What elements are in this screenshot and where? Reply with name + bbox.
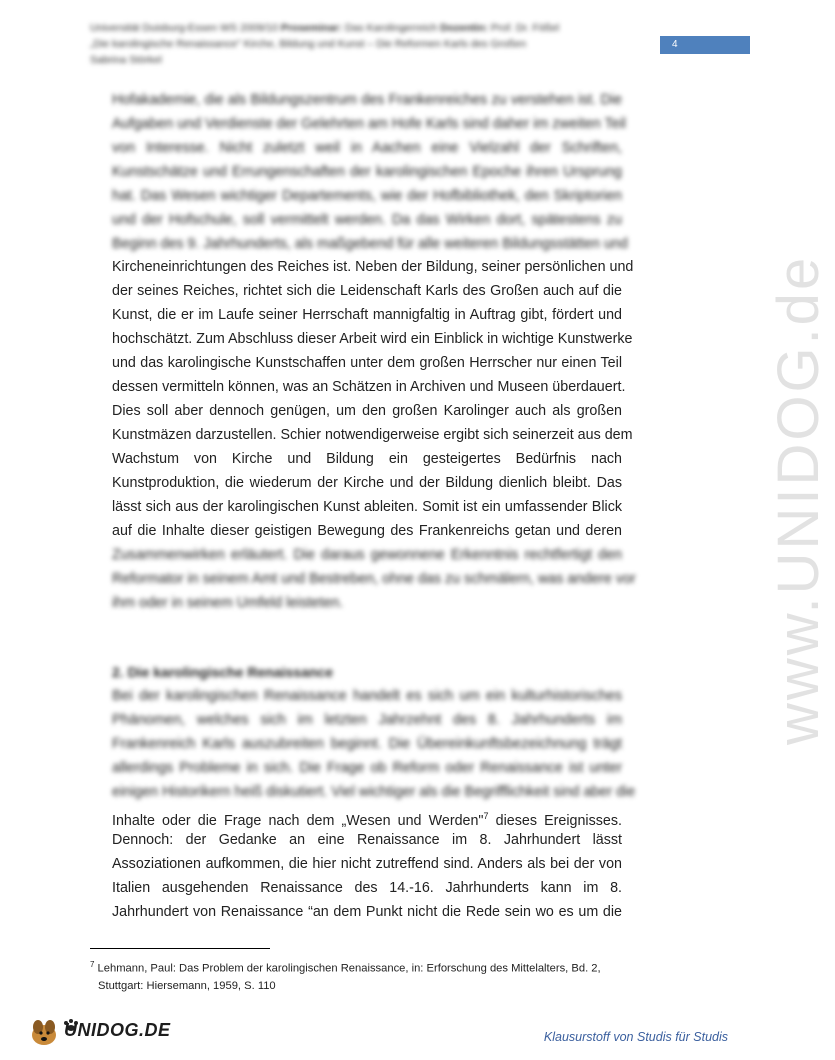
text-line: einigen Historikern heiß diskutiert. Viel wichtiger als die Begrifflichkeit sind aber die <box>112 784 636 800</box>
footnote-separator <box>90 948 270 949</box>
header-line-2: „Die karolingische Renaissance" Kirche, Bildung und Kunst – Die Reformen Karls des Großen <box>90 38 527 50</box>
footnote <box>90 956 650 995</box>
text-line: Zusammenwirken erläutert. Die daraus gewonnene Erkenntnis rechtfertigt den <box>112 547 622 563</box>
text-line: Kircheneinrichtungen des Reiches ist. Neben der Bildung, seiner persönlichen und <box>112 259 634 275</box>
text-line: Assoziationen aufkommen, die hier nicht zutreffend sind. Anders als bei der von <box>112 856 622 872</box>
watermark: www.UNIDOG.de <box>766 254 831 745</box>
page-number: 4 <box>672 39 678 50</box>
text-line: hat. Das Wesen wichtiger Departements, wie der Hofbibliothek, den Skriptorien <box>112 188 622 204</box>
footnote-line-2: Stuttgart: Hiersemann, 1959, S. 110 <box>98 979 276 992</box>
header-line-3: Sabrina Störkel <box>90 54 162 66</box>
text-line: Frankenreich Karls auszubreiten beginnt. Die Übereinkunftsbezeichnung trägt <box>112 736 622 752</box>
text-line: Wachstum von Kirche und Bildung ein gesteigertes Bedürfnis nach <box>112 451 622 467</box>
footer-tagline: Klausurstoff von Studis für Studis <box>543 1030 728 1044</box>
text-line: Dennoch: der Gedanke an eine Renaissance im 8. Jahrhundert lässt <box>112 832 622 848</box>
text-line: Reformator in seinem Amt und Bestreben, ohne das zu schmälern, was andere vor <box>112 571 636 587</box>
footnote-reference: 7 <box>483 811 489 821</box>
text-line: Italien ausgehenden Renaissance des 14.-16. Jahrhunderts kann im 8. <box>112 880 622 896</box>
text-line: auf die Inhalte dieser geistigen Bewegung des Frankenreichs getan und deren <box>112 523 622 539</box>
header-line-1: Universität Duisburg-Essen WS 2009/10 Proseminar: Das Karolingerreich Dozentin: Prof. Dr. Fößel <box>90 22 560 34</box>
text-line: Kunstproduktion, die wiederum der Kirche und der Bildung dienlich bleibt. Das <box>112 475 622 491</box>
text-line: Jahrhundert von Renaissance “an dem Punkt nicht die Rede sein wo es um die <box>112 904 622 920</box>
text-line: Kunstschätze und Errungenschaften der karolingischen Epoche ihren Ursprung <box>112 164 622 180</box>
dog-mascot-icon <box>32 1020 56 1045</box>
text-line: und der Hofschule, soll vermittelt werden. Da das Wirken dort, spätestens zu <box>112 212 622 228</box>
section-heading: 2. Die karolingische Renaissance <box>112 664 333 680</box>
text-line: dessen vermitteln können, was an Schätzen in Archiven und Museen überdauert. <box>112 379 626 395</box>
text-line: Phänomen, welches sich im letzten Jahrzehnt des 8. Jahrhunderts im <box>112 712 622 728</box>
text-line: Bei der karolingischen Renaissance handelt es sich um ein kulturhistorisches <box>112 688 622 704</box>
text-line: Kunstmäzen darzustellen. Schier notwendigerweise ergibt sich seinerzeit aus dem <box>112 427 633 443</box>
text-line: Dies soll aber dennoch genügen, um den großen Karolinger auch als großen <box>112 403 622 419</box>
logo-text: UNIDOG.DE <box>64 1020 171 1040</box>
page-header <box>90 20 645 68</box>
text-segment: Inhalte oder die Frage nach dem „Wesen und Werden" <box>112 812 484 829</box>
text-line: Beginn des 9. Jahrhunderts, als maßgebend für alle weiteren Bildungsstätten und <box>112 236 628 252</box>
text-line: Hofakademie, die als Bildungszentrum des Frankenreiches zu verstehen ist. Die <box>112 92 622 108</box>
text-line: und das karolingische Kunstschaffen unter dem großen Herrscher nur einen Teil <box>112 355 622 371</box>
text-line: der seines Reiches, richtet sich die Leidenschaft Karls des Großen auch auf die <box>112 283 622 299</box>
text-segment: dieses Ereignisses. <box>488 812 622 829</box>
text-line: lässt sich aus der karolingischen Kunst ableiten. Somit ist ein umfassender Blick <box>112 499 622 515</box>
footnote-line-1: $^7$ Lehmann, Paul: Das Problem der karolingischen Renaissance, in: Erforschung des Mittelalters, Bd. 2, <box>90 960 601 975</box>
text-line: von Interesse. Nicht zuletzt weil in Aachen eine Vielzahl der Schriften, <box>112 140 622 156</box>
text-line: Kunst, die er im Laufe seiner Herrschaft mannigfaltig in Auftrag gibt, fördert und <box>112 307 622 323</box>
footnote-marker: 7 <box>90 960 95 969</box>
text-line: allerdings Probleme in sich. Die Frage ob Reform oder Renaissance ist unter <box>112 760 622 776</box>
text-line: Aufgaben und Verdienste der Gelehrten am Hofe Karls sind daher im zweiten Teil <box>112 116 626 132</box>
text-line: ihm oder in seinem Umfeld leisteten. <box>112 595 344 611</box>
page-number-tab <box>660 36 750 54</box>
text-line: hochschätzt. Zum Abschluss dieser Arbeit wird ein Einblick in wichtige Kunstwerke <box>112 331 633 347</box>
